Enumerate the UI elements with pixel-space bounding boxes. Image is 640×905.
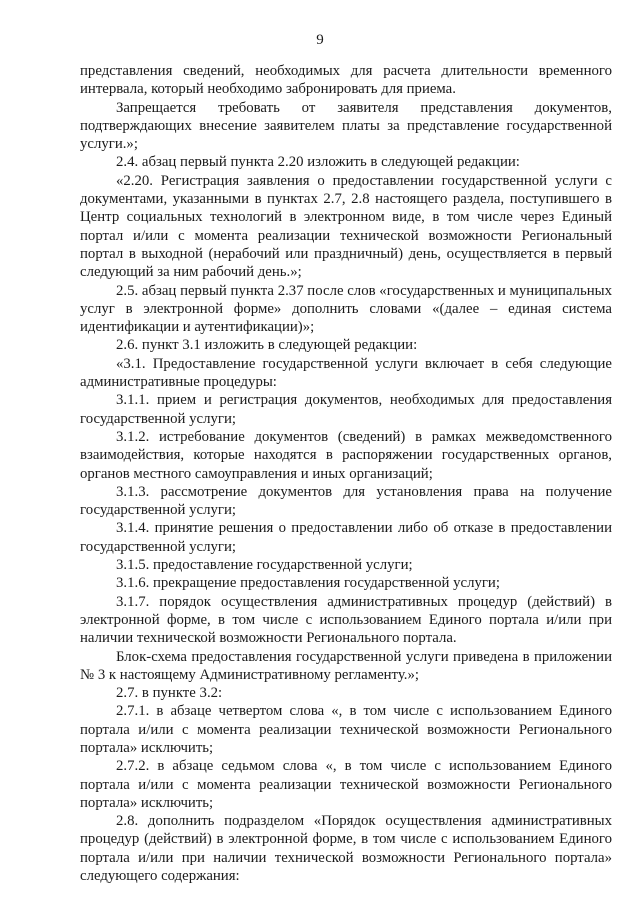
paragraph: 2.6. пункт 3.1 изложить в следующей редакции: (116, 337, 418, 354)
paragraph: 2.7.2. в абзаце седьмом слова «, в том числе с использованием Единого портала и/или с момента реализации технической возможности Регионального портала» исключить; (80, 758, 612, 811)
paragraph: представления сведений, необходимых для расчета длительности временного интервала, который необходимо забронировать для приема. (80, 63, 612, 98)
paragraph: 2.7.1. в абзаце четвертом слова «, в том числе с использованием Единого портала и/или с момента реализации технической возможности Регионального портала» исключить; (80, 703, 612, 756)
document-body (80, 62, 612, 885)
paragraph: 2.5. абзац первый пункта 2.37 после слов «государственных и муниципальных услуг в электронной форме» дополнить словами «(далее – единая система идентификации и аутентификации)»; (80, 282, 612, 336)
paragraph: 3.1.6. прекращение предоставления государственной услуги; (116, 575, 500, 592)
paragraph: 3.1.1. прием и регистрация документов, необходимых для предоставления государственной услуги; (80, 392, 612, 427)
paragraph: «3.1. Предоставление государственной услуги включает в себя следующие административные процедуры: (80, 355, 612, 391)
page-number: 9 (316, 32, 324, 48)
paragraph: 3.1.3. рассмотрение документов для установления права на получение государственной услуги; (80, 483, 612, 519)
paragraph: 3.1.2. истребование документов (сведений) в рамках межведомственного взаимодействия, которые находятся в распоряжении государственных органов, органов местного самоуправления и иных организаций; (80, 428, 612, 482)
paragraph: 3.1.4. принятие решения о предоставлении либо об отказе в предоставлении государственной услуги; (80, 520, 612, 555)
paragraph: 3.1.5. предоставление государственной услуги; (116, 557, 413, 574)
paragraph: 2.7. в пункте 3.2: (116, 685, 223, 702)
paragraph: Запрещается требовать от заявителя представления документов, подтверждающих внесение заявителем платы за представление государственной услуги.»; (80, 99, 612, 153)
paragraph: 2.8. дополнить подразделом «Порядок осуществления административных процедур (действий) в электронной форме, в том числе с использованием Единого портала и/или при наличии технической возможности Регионального портала» следующего содержания: (80, 813, 612, 885)
paragraph: 3.1.7. порядок осуществления административных процедур (действий) в электронной форме, в том числе с использованием Единого портала и/или при наличии технической возможности Регионального портала. (80, 593, 612, 647)
paragraph: 2.4. абзац первый пункта 2.20 изложить в следующей редакции: (116, 154, 520, 171)
paragraph: «2.20. Регистрация заявления о предоставлении государственной услуги с документами, указанными в пунктах 2.7, 2.8 настоящего раздела, поступившего в Центр социальных технологий в электронном виде, в том числе через Единый портал и/или с момента реализации технической возможности Региональный портал в выходной (нерабочий или праздничный) день, осуществляется в первый следующий за ним рабочий день.»; (80, 172, 612, 281)
paragraph: Блок-схема предоставления государственной услуги приведена в приложении № 3 к настоящему Административному регламенту.»; (80, 648, 612, 683)
